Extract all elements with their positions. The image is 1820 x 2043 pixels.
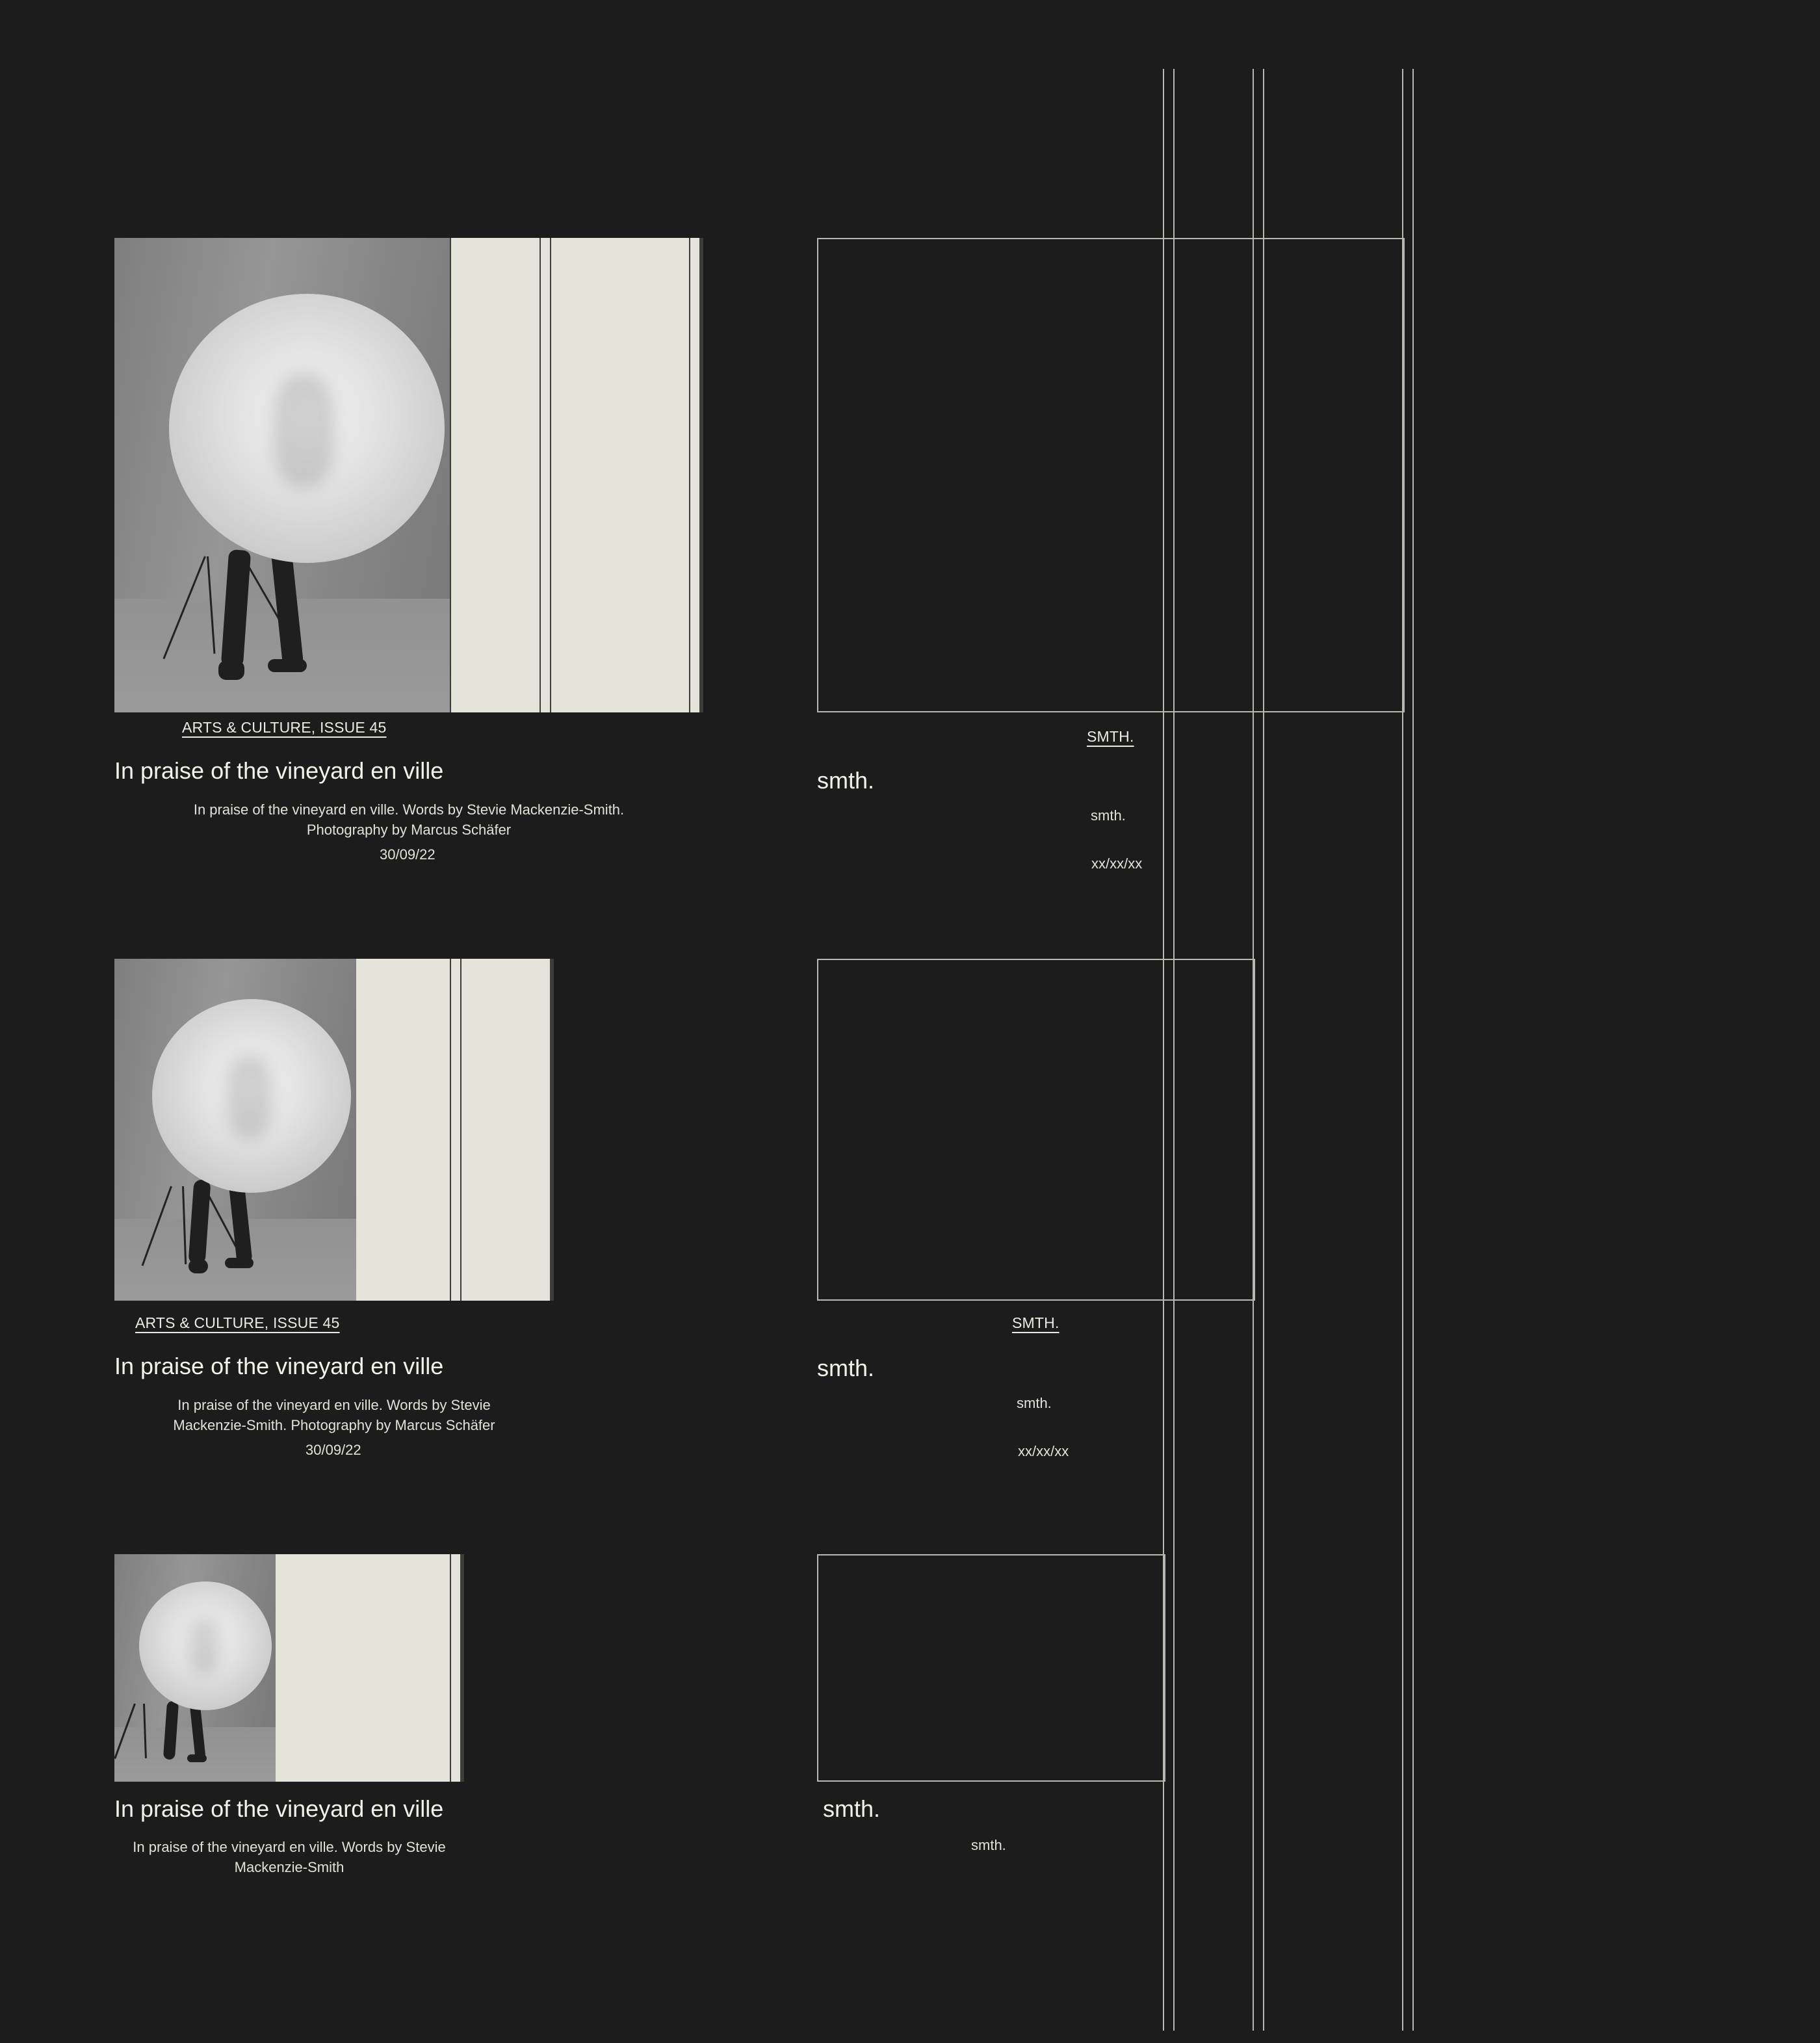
- article-date: 30/09/22: [306, 1442, 361, 1458]
- placeholder-description: smth.: [971, 1837, 1006, 1853]
- article-image-large[interactable]: [114, 238, 703, 712]
- placeholder-image-medium: [817, 959, 1255, 1301]
- article-title[interactable]: In praise of the vineyard en ville: [114, 1353, 444, 1379]
- article-title[interactable]: In praise of the vineyard en ville: [114, 757, 444, 784]
- balloon-photo: [114, 959, 356, 1301]
- article-image-medium[interactable]: [114, 959, 554, 1301]
- balloon-photo: [114, 1554, 276, 1782]
- placeholder-description: smth.: [1091, 807, 1126, 824]
- article-title[interactable]: In praise of the vineyard en ville: [114, 1795, 444, 1822]
- category-tag[interactable]: ARTS & CULTURE, ISSUE 45: [182, 719, 387, 736]
- article-description: In praise of the vineyard en ville. Words by Stevie Mackenzie-Smith: [133, 1839, 446, 1875]
- placeholder-description: smth.: [1017, 1395, 1052, 1411]
- placeholder-image-small: [817, 1554, 1165, 1782]
- placeholder-date: xx/xx/xx: [1091, 855, 1143, 872]
- category-tag[interactable]: ARTS & CULTURE, ISSUE 45: [135, 1314, 340, 1331]
- placeholder-date: xx/xx/xx: [1018, 1443, 1069, 1459]
- placeholder-tag: SMTH.: [1087, 728, 1134, 745]
- placeholder-image-large: [817, 238, 1405, 712]
- placeholder-tag: SMTH.: [1012, 1314, 1060, 1331]
- balloon-photo: [114, 238, 450, 712]
- placeholder-title: smth.: [817, 1355, 875, 1381]
- article-description: In praise of the vineyard en ville. Words by Stevie Mackenzie-Smith. Photography by Marcus Schäfer: [173, 1397, 495, 1433]
- placeholder-title: smth.: [823, 1795, 881, 1822]
- article-image-small[interactable]: [114, 1554, 464, 1782]
- article-description: In praise of the vineyard en ville. Words by Stevie Mackenzie-Smith. Photography by Marcus Schäfer: [193, 801, 625, 838]
- guide-line: [1412, 69, 1414, 2031]
- article-date: 30/09/22: [380, 846, 436, 863]
- placeholder-title: smth.: [817, 767, 875, 794]
